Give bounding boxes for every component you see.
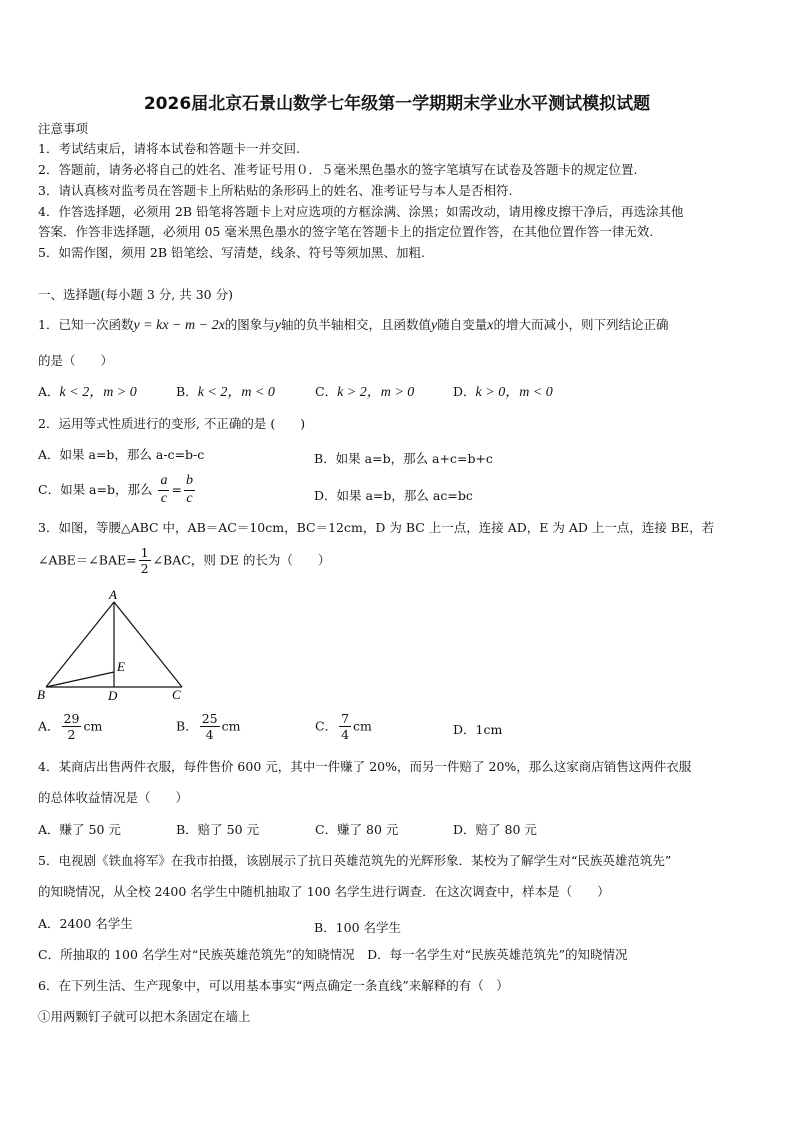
denominator: c	[186, 490, 193, 506]
numerator: b	[184, 474, 195, 491]
notice-heading: 注意事项	[38, 121, 89, 136]
q1-option-c	[315, 386, 414, 400]
q3-option-b	[176, 712, 240, 741]
unit: cm	[221, 718, 241, 734]
option-label: A．	[38, 718, 60, 734]
q4-option-d: D．赔了 80 元	[453, 822, 537, 837]
question-3-options	[38, 712, 758, 752]
label-d: D	[108, 688, 118, 703]
fraction	[139, 546, 151, 575]
option-math: k < 2，m < 0	[197, 385, 275, 400]
numerator: 29	[63, 711, 80, 726]
question-5-line1: 5．电视剧《铁血将军》在我市拍摄，该剧展示了抗日英雄范筑先的光辉形象．某校为了解学生对“民族英雄范筑先”	[38, 853, 672, 868]
option-text: C．如果 a=b，那么	[38, 481, 153, 497]
q1-text: 1．已知一次函数	[38, 317, 134, 332]
unit: cm	[353, 718, 372, 734]
q4-option-c: C．赚了 80 元	[315, 822, 399, 837]
q1-var: y	[431, 318, 438, 333]
option-label: D．	[453, 722, 476, 737]
question-3-line1: 3．如图，等腰△ABC 中，AB＝AC＝10cm，BC＝12cm，D 为 BC 上一点，连接 AD，E 为 AD 上一点，连接 BE，若	[38, 520, 715, 535]
option-math: k > 0，m < 0	[475, 385, 553, 400]
question-5-line2: 的知晓情况，从全校 2400 名学生中随机抽取了 100 名学生进行调查．在这次调查中，样本是（ ）	[38, 884, 610, 899]
question-1-line2: 的是（ ）	[38, 353, 114, 368]
denominator: 4	[341, 727, 350, 743]
denominator: c	[160, 490, 168, 506]
q3-option-d	[453, 724, 502, 737]
segment-ac	[114, 602, 182, 687]
notice-item: 1．考试结束后，请将本试卷和答题卡一并交回.	[38, 141, 300, 156]
option-label: B．	[176, 718, 198, 734]
numerator: 1	[140, 545, 149, 560]
question-4-line2: 的总体收益情况是（ ）	[38, 790, 189, 805]
numerator: 25	[201, 711, 218, 726]
numerator: 7	[341, 711, 350, 726]
q1-option-b	[176, 386, 275, 400]
q1-text: 随自变量	[437, 317, 488, 332]
q5-option-a: A．2400 名学生	[38, 916, 133, 931]
q1-text: 轴的负半轴相交，且函数值	[281, 317, 432, 332]
q1-text: 的图象与	[224, 317, 275, 332]
q1-var: y	[274, 318, 282, 333]
notice-item: 2．答题前，请务必将自己的姓名、准考证号用０．５毫米黑色墨水的签字笔填写在试卷及答题卡的规定位置.	[38, 162, 638, 177]
question-1-line1	[38, 319, 669, 333]
option-value: 1cm	[475, 722, 503, 737]
question-3-line2	[38, 546, 330, 575]
q4-option-a: A．赚了 50 元	[38, 822, 121, 837]
q5-option-b: B．100 名学生	[314, 920, 402, 935]
notice-item: 答案．作答非选择题，必须用 05 毫米黑色墨水的签字笔在答题卡上的指定位置作答，在其他位置作答一律无效.	[38, 224, 654, 239]
q2-option-b: B．如果 a=b，那么 a+c=b+c	[314, 451, 493, 466]
option-math: k > 2，m > 0	[337, 385, 415, 400]
question-4-line1: 4．某商店出售两件衣服，每件售价 600 元，其中一件赚了 20%，而另一件赔了 20%，那么这家商店销售这两件衣服	[38, 759, 692, 774]
label-e: E	[117, 659, 125, 674]
label-b: B	[37, 687, 45, 702]
denominator: 2	[140, 561, 149, 577]
option-label: B．	[176, 384, 198, 399]
fraction	[62, 712, 82, 741]
q5-option-cd: C．所抽取的 100 名学生对“民族英雄范筑先”的知晓情况 D．每一名学生对“民族英雄范筑先”的知晓情况	[38, 947, 628, 962]
q3-text: ∠BAC，则 DE 的长为（ ）	[152, 552, 331, 568]
triangle-figure	[34, 587, 194, 707]
option-label: C．	[315, 718, 338, 734]
fraction	[339, 712, 351, 741]
q1-var: x	[487, 318, 494, 333]
notice-item: 5．如需作图，须用 2B 铅笔绘、写清楚，线条、符号等须加黑、加粗.	[38, 245, 426, 260]
q1-option-d	[453, 386, 553, 400]
denominator: 4	[205, 727, 214, 743]
q2-option-a: A．如果 a=b，那么 a-c=b-c	[38, 447, 205, 462]
q3-option-c	[315, 712, 372, 741]
label-a: A	[109, 587, 117, 602]
unit: cm	[83, 718, 103, 734]
q6-item-1: ①用两颗钉子就可以把木条固定在墙上	[38, 1009, 251, 1024]
notice-item: 3．请认真核对监考员在答题卡上所粘贴的条形码上的姓名、准考证号与本人是否相符.	[38, 183, 513, 198]
question-2-stem: 2．运用等式性质进行的变形, 不正确的是 ( )	[38, 416, 306, 431]
section-heading: 一、选择题(每小题 3 分, 共 30 分)	[38, 287, 233, 302]
equals-sign: =	[171, 481, 182, 497]
fraction	[184, 474, 195, 506]
q1-text: 的增大而减小，则下列结论正确	[493, 317, 669, 332]
q2-option-c	[38, 474, 197, 506]
fraction	[158, 474, 169, 506]
q4-option-b: B．赔了 50 元	[176, 822, 260, 837]
q3-option-a	[38, 712, 102, 741]
label-c: C	[172, 687, 181, 702]
question-6-stem: 6．在下列生活、生产现象中，可以用基本事实“两点确定一条直线”来解释的有（ ）	[38, 978, 509, 993]
option-label: D．	[453, 384, 476, 399]
option-label: A．	[38, 384, 60, 399]
denominator: 2	[67, 727, 76, 743]
option-label: C．	[315, 384, 338, 399]
q1-option-a	[38, 386, 137, 400]
notice-item: 4．作答选择题，必须用 2B 铅笔将答题卡上对应选项的方框涂满、涂黑；如需改动，请用橡皮擦干净后，再选涂其他	[38, 204, 684, 219]
fraction	[200, 712, 220, 741]
page-title: 2026届北京石景山数学七年级第一学期期末学业水平测试模拟试题	[143, 94, 651, 114]
option-math: k < 2，m > 0	[59, 385, 137, 400]
q2-option-d: D．如果 a=b，那么 ac=bc	[314, 488, 473, 503]
numerator: a	[158, 474, 169, 491]
q1-expression: y = kx − m − 2x	[133, 318, 225, 333]
q3-text: ∠ABE＝∠BAE=	[38, 552, 137, 568]
